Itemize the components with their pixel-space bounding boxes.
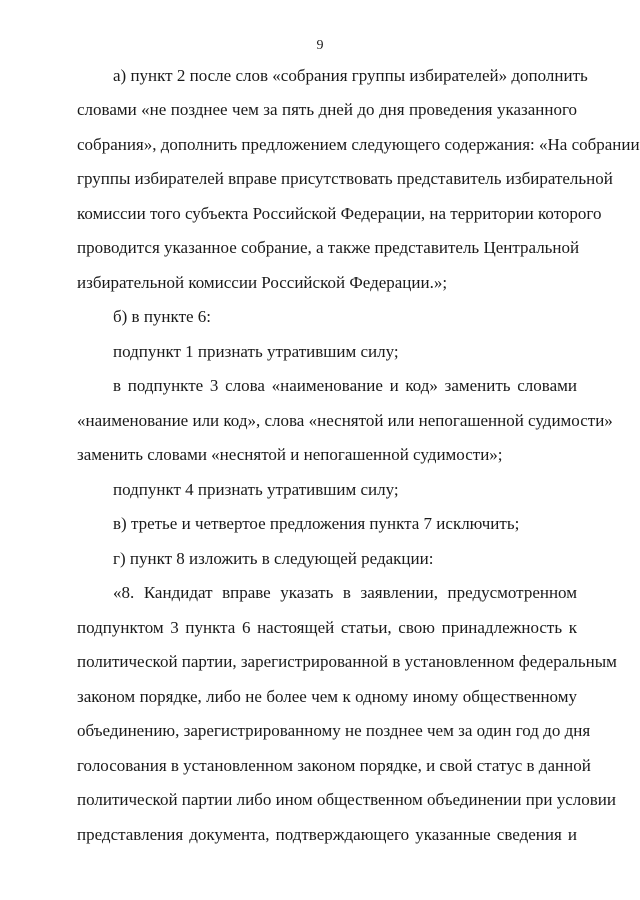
page-number: 9 — [316, 38, 324, 53]
text-line: законом порядке, либо не более чем к одному иному общественному — [77, 687, 577, 706]
text-line: заменить словами «неснятой и непогашенной судимости»; — [77, 445, 503, 464]
text-line: собрания», дополнить предложением следующего содержания: «На собрании — [77, 135, 640, 154]
text-line: в подпункте 3 слова «наименование и код» заменить словами — [113, 376, 577, 395]
text-line: подпунктом 3 пункта 6 настоящей статьи, свою принадлежность к — [77, 618, 577, 637]
text-line: избирательной комиссии Российской Федерации.»; — [77, 273, 448, 292]
text-line: политической партии либо ином общественном объединении при условии — [77, 790, 616, 809]
text-line: представления документа, подтверждающего указанные сведения и — [77, 825, 577, 844]
text-line: подпункт 4 признать утратившим силу; — [113, 480, 399, 499]
text-line: комиссии того субъекта Российской Федерации, на территории которого — [77, 204, 602, 223]
text-line: «8. Кандидат вправе указать в заявлении, предусмотренном — [113, 583, 577, 602]
text-line: группы избирателей вправе присутствовать представитель избирательной — [77, 169, 613, 188]
text-line: голосования в установленном законом порядке, и свой статус в данной — [77, 756, 591, 775]
text-line: в) третье и четвертое предложения пункта 7 исключить; — [113, 514, 520, 533]
text-line: «наименование или код», слова «неснятой или непогашенной судимости» — [77, 411, 613, 430]
text-line: проводится указанное собрание, а также представитель Центральной — [77, 238, 580, 257]
text-line: г) пункт 8 изложить в следующей редакции: — [113, 549, 434, 568]
text-line: б) в пункте 6: — [113, 307, 212, 326]
text-line: подпункт 1 признать утратившим силу; — [113, 342, 399, 361]
text-line: а) пункт 2 после слов «собрания группы избирателей» дополнить — [113, 66, 588, 85]
text-line: политической партии, зарегистрированной в установленном федеральным — [77, 652, 617, 671]
text-line: словами «не позднее чем за пять дней до дня проведения указанного — [77, 100, 577, 119]
text-line: объединению, зарегистрированному не позднее чем за один год до дня — [77, 721, 591, 740]
